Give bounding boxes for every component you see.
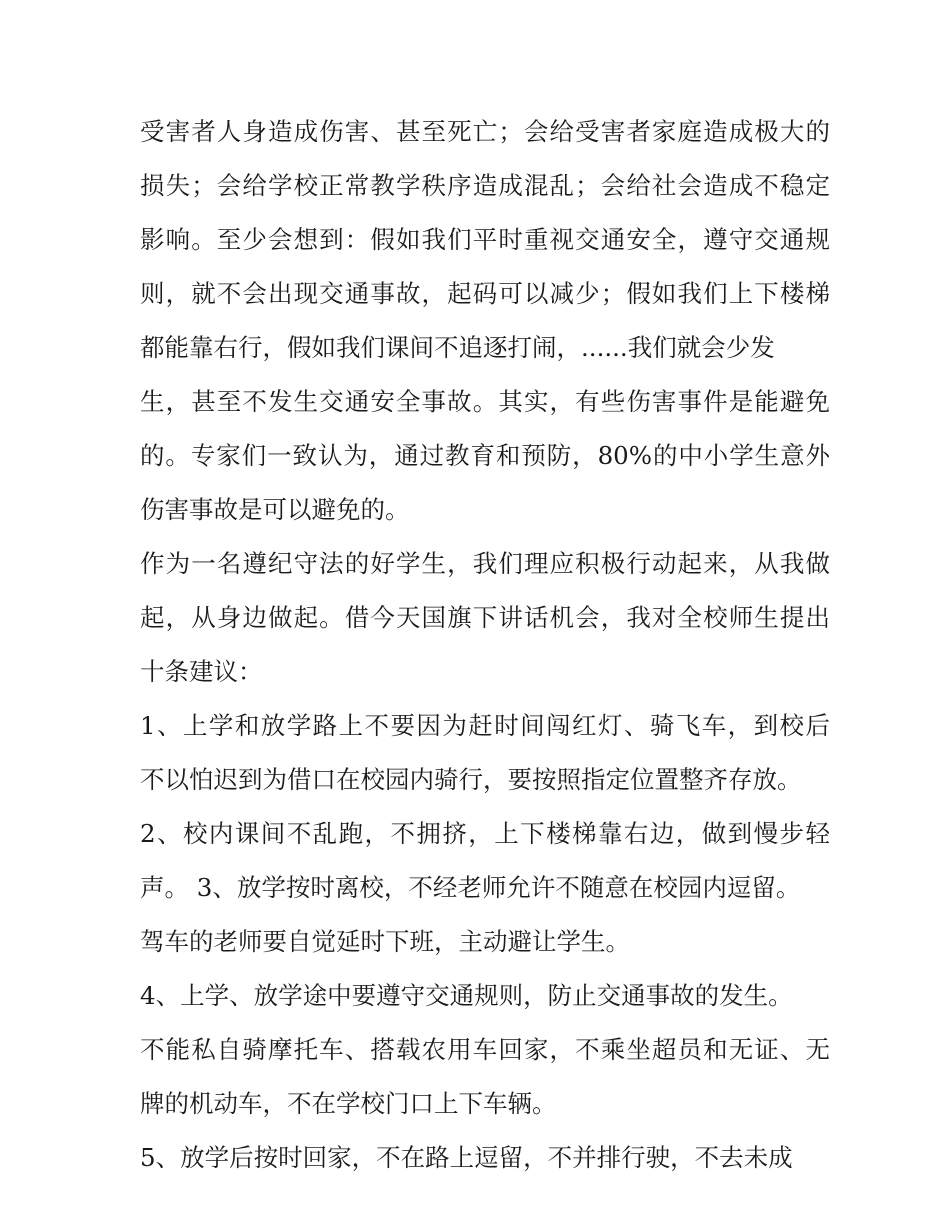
body-text [140, 105, 830, 1185]
text-line: 不能私自骑摩托车、搭载农用车回家，不乘坐超员和无证、无 [140, 1035, 830, 1064]
text-line: 受害者人身造成伤害、甚至死亡；会给受害者家庭造成极大的 [140, 117, 830, 146]
text-line: 声。 3、放学按时离校，不经老师允许不随意在校园内逗留。 [140, 873, 801, 902]
text-line: 的。专家们一致认为，通过教育和预防，80%的中小学生意外 [140, 441, 830, 470]
text-line: 不以怕迟到为借口在校园内骑行，要按照指定位置整齐存放。 [140, 765, 802, 794]
text-line: 十条建议： [140, 657, 263, 686]
text-line: 则，就不会出现交通事故，起码可以减少；假如我们上下楼梯 [140, 279, 830, 308]
text-line: 1、上学和放学路上不要因为赶时间闯红灯、骑飞车，到校后 [140, 711, 830, 740]
text-line: 驾车的老师要自觉延时下班，主动避让学生。 [140, 927, 630, 956]
text-line: 起，从身边做起。借今天国旗下讲话机会，我对全校师生提出 [140, 603, 830, 632]
text-line: 都能靠右行，假如我们课间不追逐打闹，......我们就会少发 [140, 333, 775, 362]
text-line: 作为一名遵纪守法的好学生，我们理应积极行动起来，从我做 [140, 549, 830, 578]
text-line: 牌的机动车，不在学校门口上下车辆。 [140, 1089, 557, 1118]
text-line: 2、校内课间不乱跑，不拥挤，上下楼梯靠右边，做到慢步轻 [140, 819, 830, 848]
text-line: 损失；会给学校正常教学秩序造成混乱；会给社会造成不稳定 [140, 171, 830, 200]
text-line: 4、上学、放学途中要遵守交通规则，防止交通事故的发生。 [140, 981, 793, 1010]
text-line: 伤害事故是可以避免的。 [140, 495, 410, 524]
text-line: 5、放学后按时回家，不在路上逗留，不并排行驶，不去未成 [140, 1143, 793, 1172]
text-line: 影响。至少会想到：假如我们平时重视交通安全，遵守交通规 [140, 225, 830, 254]
text-line: 生，甚至不发生交通安全事故。其实，有些伤害事件是能避免 [140, 387, 830, 416]
